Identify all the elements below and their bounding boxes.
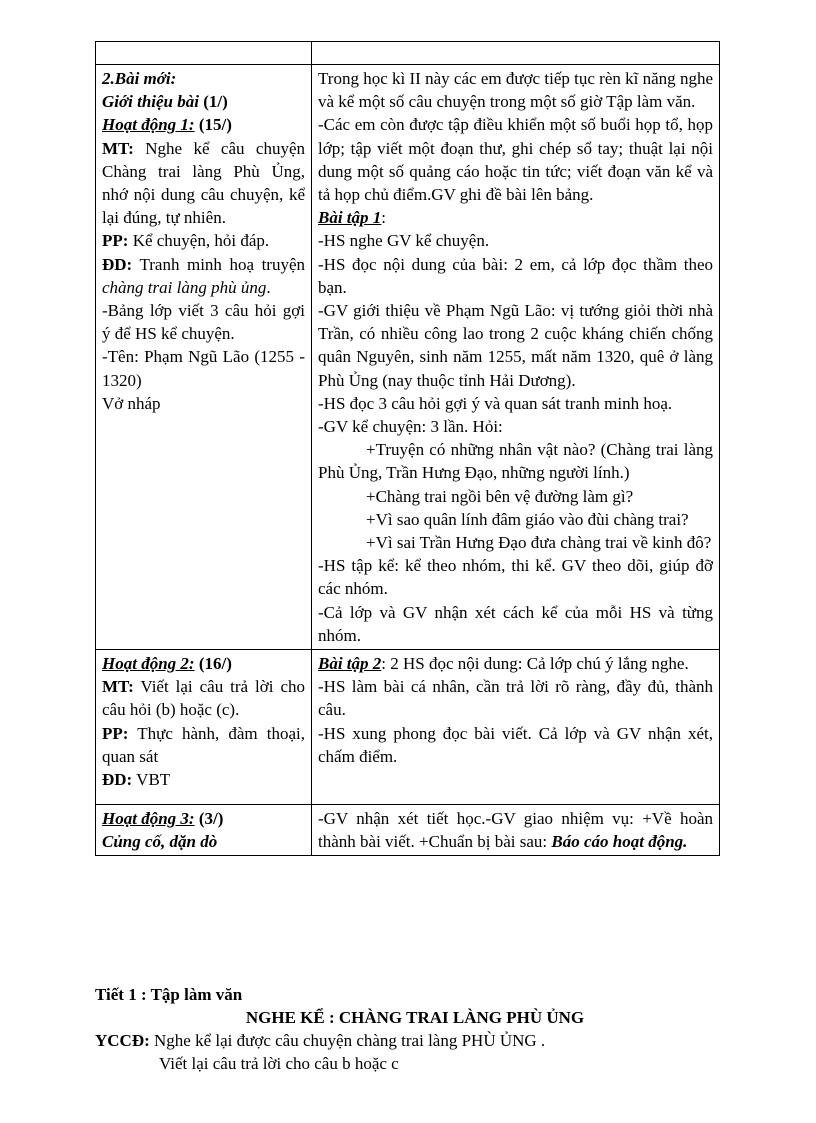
name-text: -Tên: Phạm Ngũ Lão (1255 - 1320): [102, 347, 305, 390]
intro-time: (1/): [203, 92, 228, 112]
activity-1-line: [102, 113, 305, 136]
paragraph-group-telling: -HS tập kể: kể theo nhóm, thi kể. GV theo dõi, giúp đỡ các nhóm.: [318, 556, 713, 599]
materials-text: [102, 253, 305, 299]
objective-text: [102, 137, 305, 230]
activity-1-label: Hoạt động 1:: [102, 115, 195, 135]
table-header-row: [96, 42, 720, 65]
objective-2-text: [102, 675, 305, 721]
paragraph-individual: -HS làm bài cá nhân, cần trả lời rõ ràng, đầy đủ, thành câu.: [318, 677, 713, 720]
table-row-activity-1: [96, 65, 720, 650]
lesson-footer: [95, 983, 735, 1075]
paragraph-listen: -HS nghe GV kể chuyện.: [318, 231, 490, 251]
requirements-text-1: Nghe kể lại được câu chuyện chàng trai làng PHÙ ỦNG .: [149, 1031, 546, 1050]
right-cell-activity-3: [312, 805, 720, 856]
paragraph-intro: Trong học kì II này các em được tiếp tục rèn kĩ năng nghe và kể một số câu chuyện trong một số giờ Tập làm văn.: [318, 69, 713, 112]
objective-2-body: Viết lại câu trả lời cho câu hỏi (b) hoặc (c).: [102, 677, 305, 720]
new-lesson-heading: 2.Bài mới:: [102, 69, 177, 88]
objective-label: MT:: [102, 138, 134, 158]
exercise-1-label: Bài tập 1: [318, 208, 382, 228]
materials-end: .: [266, 277, 271, 297]
method-2-label: PP:: [102, 723, 129, 743]
exercise-2-body: : 2 HS đọc nội dung: Cả lớp chú ý lắng nghe.: [381, 654, 689, 674]
homework-text: [318, 807, 713, 853]
paragraph-tell: -GV kể chuyện: 3 lần. Hỏi:: [318, 417, 503, 437]
question-4: +Vì sai Trần Hưng Đạo đưa chàng trai về kinh đô?: [366, 533, 712, 553]
paragraph-review: -Cả lớp và GV nhận xét cách kể của mỗi HS và từng nhóm.: [318, 602, 713, 645]
homework-body: -GV nhận xét tiết học.-GV giao nhiệm vụ: +Về hoàn thành bài viết. +Chuẩn bị bài sau:: [318, 809, 713, 852]
activity-3-label: Hoạt động 3:: [102, 809, 195, 829]
materials-body: Tranh minh hoạ truyện: [132, 254, 305, 274]
activity-1-time: (15/): [198, 115, 232, 135]
objective-2-label: MT:: [102, 677, 134, 697]
exercise-1-colon: :: [381, 208, 387, 228]
paragraph-pham-ngu-lao: -GV giới thiệu về Phạm Ngũ Lão: vị tướng giỏi thời nhà Trần, có nhiều công lao trong 2 cuộc kháng chiến chống quân Nguyên, sinh năm 1255, mất năm 1320, quê ở làng Phù Ủng (nay thuộc tỉnh Hải Dương).: [318, 301, 713, 390]
activity-3-line: [102, 807, 305, 830]
activity-3-time: (3/): [198, 809, 224, 829]
board-text: -Bảng lớp viết 3 câu hỏi gợi ý để HS kể chuyện.: [102, 301, 305, 344]
paragraph-skills: -Các em còn được tập điều khiển một số buổi họp tổ, họp lớp; tập viết một đoạn thư, ghi chép sổ tay; thuật lại nội dung một số quảng cáo hoặc tin tức; viết đoạn văn kể và tả họp chủ điểm.GV ghi đề bài lên bảng.: [318, 115, 713, 205]
period-label: Tiết 1 : Tập làm văn: [95, 985, 243, 1004]
exercise-2-line: [318, 652, 713, 675]
empty-cell-left: [96, 42, 312, 65]
activity-2-line: [102, 652, 305, 675]
objective-body: Nghe kể câu chuyện Chàng trai làng Phù Ủng, nhớ nội dung câu chuyện, kể lại đúng, tự nhiên.: [102, 138, 305, 228]
consolidation-label: Củng cố, dặn dò: [102, 832, 218, 852]
requirements-label: YCCĐ:: [95, 1031, 150, 1050]
materials-story-title: chàng trai làng phù ủng: [102, 277, 267, 297]
materials-2-label: ĐD:: [102, 770, 133, 790]
method-text: [102, 229, 305, 252]
next-lesson-title: Báo cáo hoạt động.: [551, 832, 688, 852]
table-row-activity-3: [96, 805, 720, 856]
lesson-plan-table: [95, 41, 720, 856]
materials-2-body: VBT: [132, 770, 171, 790]
paragraph-questions: -HS đọc 3 câu hỏi gợi ý và quan sát tranh minh hoạ.: [318, 393, 673, 413]
materials-2-text: [102, 768, 305, 791]
intro-label: Giới thiệu bài: [102, 92, 199, 112]
requirements-line: [95, 1029, 735, 1052]
question-1: +Truyện có những nhân vật nào? (Chàng trai làng Phù Ủng, Trần Hưng Đạo, những người lính.): [318, 440, 713, 483]
intro-line: [102, 90, 305, 113]
paragraph-read: -HS đọc nội dung của bài: 2 em, cả lớp đọc thầm theo bạn.: [318, 254, 713, 297]
left-cell-activity-3: [96, 805, 312, 856]
right-cell-activity-1: [312, 65, 720, 650]
method-label: PP:: [102, 231, 129, 251]
requirements-text-2: Viết lại câu trả lời cho câu b hoặc c: [159, 1054, 399, 1073]
method-body: Kể chuyện, hỏi đáp.: [128, 231, 270, 251]
activity-2-label: Hoạt động 2:: [102, 654, 195, 674]
paragraph-volunteer: -HS xung phong đọc bài viết. Cả lớp và GV nhận xét, chấm điểm.: [318, 723, 713, 766]
left-cell-activity-1: [96, 65, 312, 650]
question-2: +Chàng trai ngồi bên vệ đường làm gì?: [366, 486, 634, 506]
exercise-2-label: Bài tập 2: [318, 654, 382, 674]
method-2-body: Thực hành, đàm thoại, quan sát: [102, 723, 305, 766]
method-2-text: [102, 722, 305, 768]
empty-cell-right: [312, 42, 720, 65]
exercise-1-heading: [318, 206, 713, 229]
question-3: +Vì sao quân lính đâm giáo vào đùi chàng trai?: [366, 509, 689, 529]
lesson-title: NGHE KỂ : CHÀNG TRAI LÀNG PHÙ ỦNG: [245, 1008, 585, 1027]
notebook-text: Vở nháp: [102, 393, 161, 413]
right-cell-activity-2: [312, 650, 720, 805]
table-row-activity-2: [96, 650, 720, 805]
activity-2-time: (16/): [198, 654, 232, 674]
left-cell-activity-2: [96, 650, 312, 805]
materials-label: ĐD:: [102, 254, 133, 274]
